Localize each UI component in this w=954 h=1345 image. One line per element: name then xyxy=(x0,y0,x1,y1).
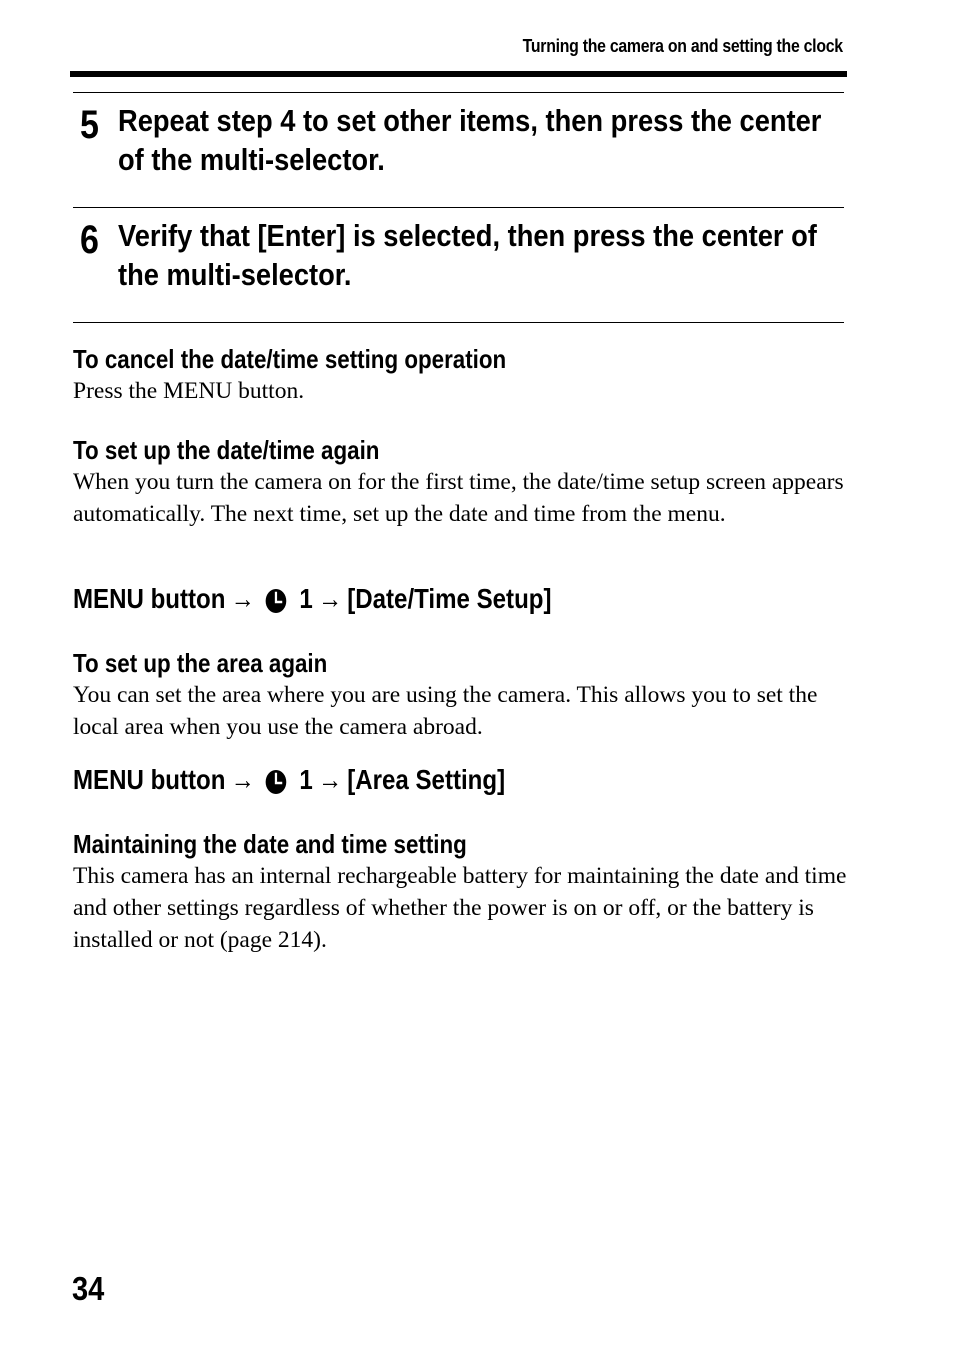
step-instruction: Verify that [Enter] is selected, then press the center of the multi-selector. xyxy=(118,218,817,292)
clock-icon xyxy=(265,588,287,614)
clock-icon xyxy=(265,769,287,795)
section-heading: To set up the area again xyxy=(73,648,328,678)
menu-item-area-setting: [Area Setting] xyxy=(347,764,506,795)
arrow: → xyxy=(230,583,255,614)
menu-tab-number: 1 xyxy=(299,583,313,614)
divider xyxy=(73,207,844,208)
running-header: Turning the camera on and setting the clock xyxy=(522,36,843,56)
section-body: This camera has an internal rechargeable battery for maintaining the date and time and other settings regardless of whether the power is on or off, or the battery is installed or not (page 214). xyxy=(73,863,847,953)
menu-path-date-time xyxy=(73,583,552,615)
divider xyxy=(73,322,844,323)
section-body: You can set the area where you are using the camera. This allows you to set the local area when you use the camera abroad. xyxy=(73,682,818,740)
section-heading: Maintaining the date and time setting xyxy=(73,829,467,859)
arrow: → xyxy=(317,764,343,795)
menu-button-label: MENU button xyxy=(73,583,226,614)
step-number: 6 xyxy=(80,218,99,262)
section-body: Press the MENU button. xyxy=(73,378,305,404)
header-rule xyxy=(70,71,847,77)
menu-path-area-setting xyxy=(73,764,505,796)
menu-tab-number: 1 xyxy=(299,764,313,795)
step-6 xyxy=(73,216,844,306)
section-body: When you turn the camera on for the first time, the date/time setup screen appears automatically. The next time, set up the date and time from the menu. xyxy=(73,469,844,527)
step-number: 5 xyxy=(80,103,99,147)
section-heading: To set up the date/time again xyxy=(73,435,380,465)
menu-item-date-time-setup: [Date/Time Setup] xyxy=(347,583,552,614)
step-instruction: Repeat step 4 to set other items, then press the center of the multi-selector. xyxy=(118,103,822,177)
page-number: 34 xyxy=(72,1270,105,1307)
arrow: → xyxy=(317,583,343,614)
section-heading: To cancel the date/time setting operation xyxy=(73,344,507,374)
arrow: → xyxy=(230,764,255,795)
divider xyxy=(73,92,844,93)
step-5 xyxy=(73,101,844,191)
menu-button-label: MENU button xyxy=(73,764,226,795)
